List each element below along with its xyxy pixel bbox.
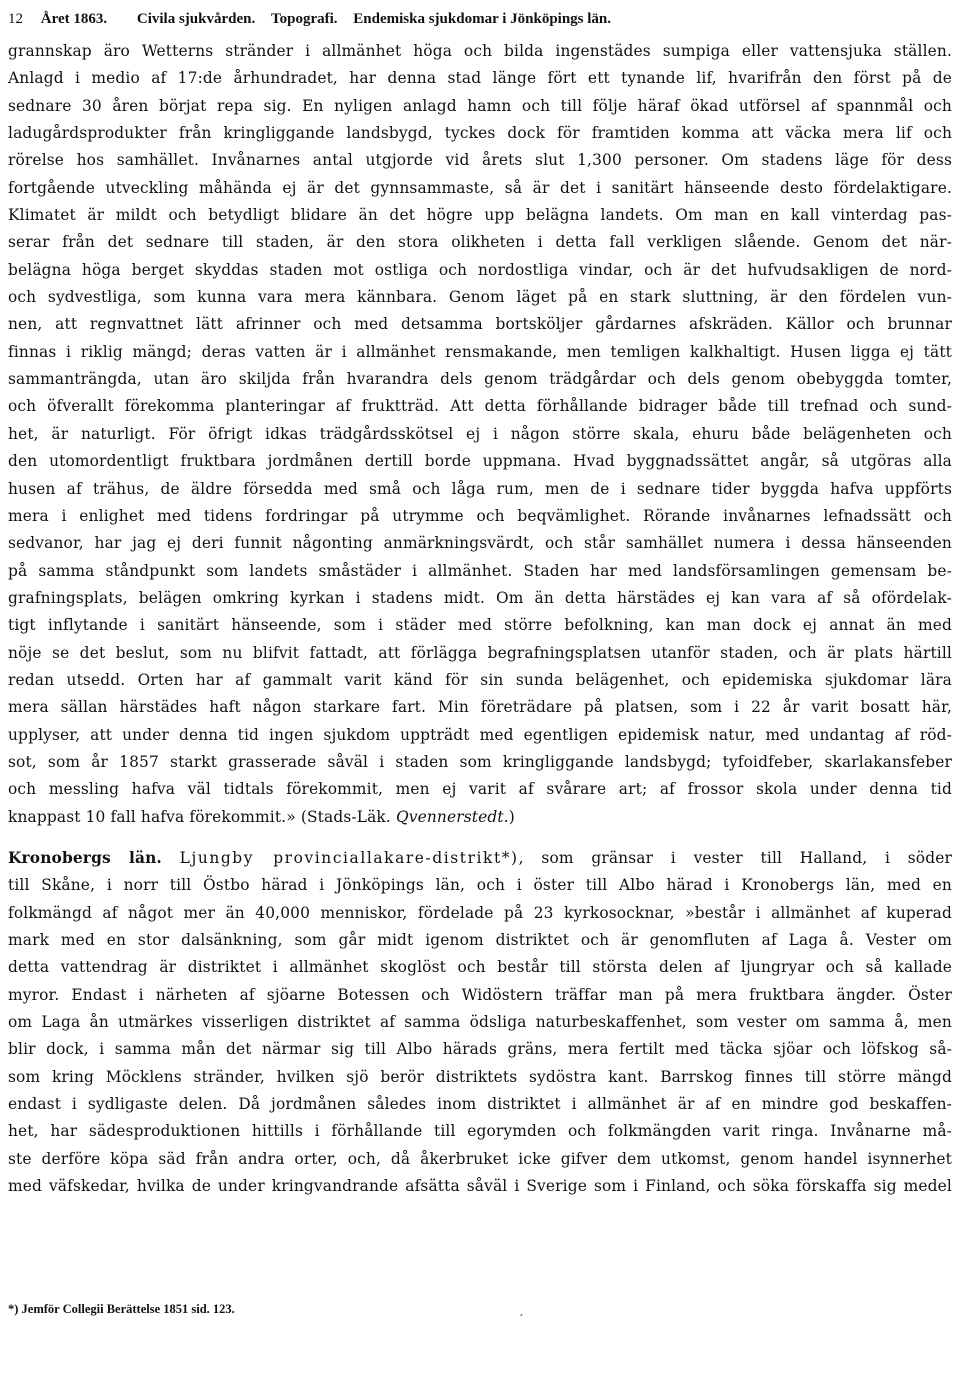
text-line: mera i enlighet med tidens fordringar på utrymme och beqvämlighet. Rörande invånarnes lefnadssätt och bbox=[8, 506, 952, 525]
paragraph-end-line bbox=[8, 804, 952, 831]
text-line: endast i sydligaste delen. Då jordmånen således inom distriktet i allmänhet är af en mindre god beskaffen- bbox=[8, 1095, 952, 1114]
text-line: upplyser, att under denna tid ingen sjukdom uppträdt med egentligen epidemisk natur, med undantag af röd- bbox=[8, 725, 952, 744]
text-line: på samma ståndpunkt som landets småstäder i allmänhet. Staden har med landsförsamlingen gemensam be- bbox=[8, 561, 952, 580]
author-name: Qvennerstedt. bbox=[395, 807, 509, 826]
text-line: och öfverallt förekomma planteringar af fruktträd. Att detta förhållande bidrager både till trefnad och sund- bbox=[8, 397, 952, 416]
text-line: till Skåne, i norr till Östbo härad i Jönköpings län, och i öster till Albo härad i Kronobergs län, med en bbox=[8, 876, 952, 895]
text-line: blir dock, i samma mån det närmar sig till Albo härads gräns, mera fertilt med täcka sjöar och löfskog så- bbox=[8, 1040, 952, 1059]
text-line: het, har sädesproduktionen hittills i förhållande till egorymden och folkmängden varit ringa. Invånarne må- bbox=[8, 1122, 952, 1141]
text-line: och messling hafva väl tidtals förekommit, men ej varit af svårare art; af frossor skola under denna tid bbox=[8, 780, 952, 799]
text-line: grafningsplats, belägen omkring kyrkan i stadens midt. Om än detta härstädes ej kan vara af så ofördelak- bbox=[8, 588, 952, 607]
text-line: serar från det sednare till staden, är den stora olikheten i detta fall verkligen slående. Genom det när- bbox=[8, 233, 952, 252]
closing-paren: ) bbox=[508, 807, 515, 826]
footnote: *) Jemför Collegii Berättelse 1851 sid. 123. bbox=[8, 1302, 235, 1316]
section-heading: Kronobergs län. bbox=[8, 848, 162, 867]
text-line: den utomordentligt fruktbara jordmånen dertill borde uppmana. Hvad byggnadssättet angår, så utgöras alla bbox=[8, 452, 952, 471]
text-line: mark med en stor dalsänkning, som går midt igenom distriktet och är genomfluten af Laga å. Vester om bbox=[8, 931, 952, 949]
text-line: husen af trähus, de äldre försedda med små och låga rum, men de i sednare tider byggda hafva uppförts bbox=[8, 479, 952, 498]
body-text bbox=[8, 38, 952, 1200]
text-line: mera sällan härstädes haft någon starkare fart. Min företrädare på platsen, som i 22 år varit bosatt här, bbox=[8, 698, 952, 717]
text-line: grannskap äro Wetterns stränder i allmänhet höga och bilda ingenstädes sumpiga eller vattensjuka ställen. bbox=[8, 42, 952, 60]
text-line: tigt inflytande i sanitärt hänseende, som i städer med större befolkning, kan man dock ej annat än med bbox=[8, 616, 952, 635]
text-line: ste derföre köpa säd från andra orter, och, då åkerbruket icke gifver dem utkomst, genom handel isynnerhet bbox=[8, 1149, 952, 1168]
text-line: detta vattendrag är distriktet i allmänhet skoglöst och består till största delen af ljungryar och så kallade bbox=[8, 958, 952, 977]
text-line: myror. Endast i närheten af sjöarne Botessen och Widöstern träffar man på mera fruktbara ängder. Öster bbox=[8, 985, 952, 1004]
text-line: finnas i riklig mängd; deras vatten är i allmänhet rensmakande, men temligen kalkhaltigt. Husen ligga ej tätt bbox=[8, 342, 952, 361]
text-line: sednare 30 åren börjat repa sig. En nyligen anlagd hamn och till följe häraf ökad utförsel af spannmål och bbox=[8, 96, 952, 115]
text-line: nen, att regnvattnet lätt afrinner och med detsamma bortsköljer gårdarnes afskräden. Källor och brunnar bbox=[8, 315, 952, 334]
text-line: som kring Möcklens stränder, hvilken sjö berör distriktets sydöstra kant. Barrskog finnes till större mängd bbox=[8, 1067, 952, 1086]
text-line: rörelse hos samhället. Invånarnes antal utgjorde vid årets slut 1,300 personer. Om stadens läge för dess bbox=[8, 151, 952, 170]
text-line: om Laga ån utmärkes visserligen distriktet af samma ödsliga naturbeskaffenhet, som vester om samma å, men bbox=[8, 1013, 952, 1032]
section-first-line-rest: , som gränsar i vester till Halland, i söder bbox=[518, 848, 952, 867]
text-line: Klimatet är mildt och betydligt blidare än det högre upp belägna landets. Om man en kall vinterdag pas- bbox=[8, 206, 952, 225]
text-line: ladugårdsprodukter från kringliggande landsbygd, tyckes dock för framtiden komma att väcka mera lif och bbox=[8, 124, 952, 143]
text-line: och sydvestliga, som kunna vara mera kännbara. Genom läget på en stark sluttning, är den fördelen vun- bbox=[8, 288, 952, 307]
text-line: folkmängd af något mer än 40,000 menniskor, fördelade på 23 kyrkosocknar, »består i allmänhet af kuperad bbox=[8, 903, 952, 922]
text-line: belägna höga berget skyddas staden mot ostliga och nordostliga vindar, och är det hufvudsakligen de nord- bbox=[8, 260, 952, 279]
text-line: nöje se det beslut, som nu blifvit fattadt, att förlägga begrafningsplatsen utanför staden, och är plats härtill bbox=[8, 643, 952, 662]
text-line: sot, som år 1857 starkt grasserade såväl i staden som kringliggande landsbygd; tyfoidfeber, skarlakansfeber bbox=[8, 752, 952, 771]
stray-print-mark: ′ bbox=[520, 1312, 523, 1326]
text-line: sammanträngda, utan äro skiljda från hvarandra dels genom trädgårdar och dels genom obebyggda tomter, bbox=[8, 370, 952, 389]
text-line: Anlagd i medio af 17:de århundradet, har denna stad länge fört ett tynande lif, hvarifrån den först på de bbox=[8, 69, 952, 88]
page-number: 12 bbox=[8, 11, 23, 27]
header-section-1: Civila sjukvården. bbox=[136, 11, 256, 27]
text-line: med väfskedar, hvilka de under kringvandrande afsätta såväl i Sverige som i Finland, och söka förskaffa sig medel bbox=[8, 1177, 952, 1196]
section-first-line bbox=[8, 845, 952, 872]
header-section-3: Endemiska sjukdomar i Jönköpings län. bbox=[353, 11, 612, 27]
header-year: Året 1863. bbox=[40, 11, 108, 27]
text-line: het, är naturligt. För öfrigt idkas trädgårdsskötsel ej i någon större skala, ehuru både belägenheten och bbox=[8, 424, 952, 443]
closing-quote-text: knappast 10 fall hafva förekommit.» (Stads-Läk. bbox=[8, 807, 396, 826]
header-section-2: Topografi. bbox=[270, 11, 338, 27]
text-line: sedvanor, har jag ej deri funnit någonting anmärkningsvärdt, och står samhället numera i dessa hänseenden bbox=[8, 534, 952, 553]
running-header bbox=[8, 6, 952, 32]
district-name: Ljungby provinciallakare-distrikt*) bbox=[179, 848, 519, 867]
text-line: fortgående utveckling måhända ej är det gynnsammaste, så är det i sanitärt hänseende desto fördelaktigare. bbox=[8, 178, 952, 197]
text-line: redan utsedd. Orten har af gammalt varit känd för sin sunda belägenhet, och epidemiska sjukdomar lära bbox=[8, 670, 952, 689]
